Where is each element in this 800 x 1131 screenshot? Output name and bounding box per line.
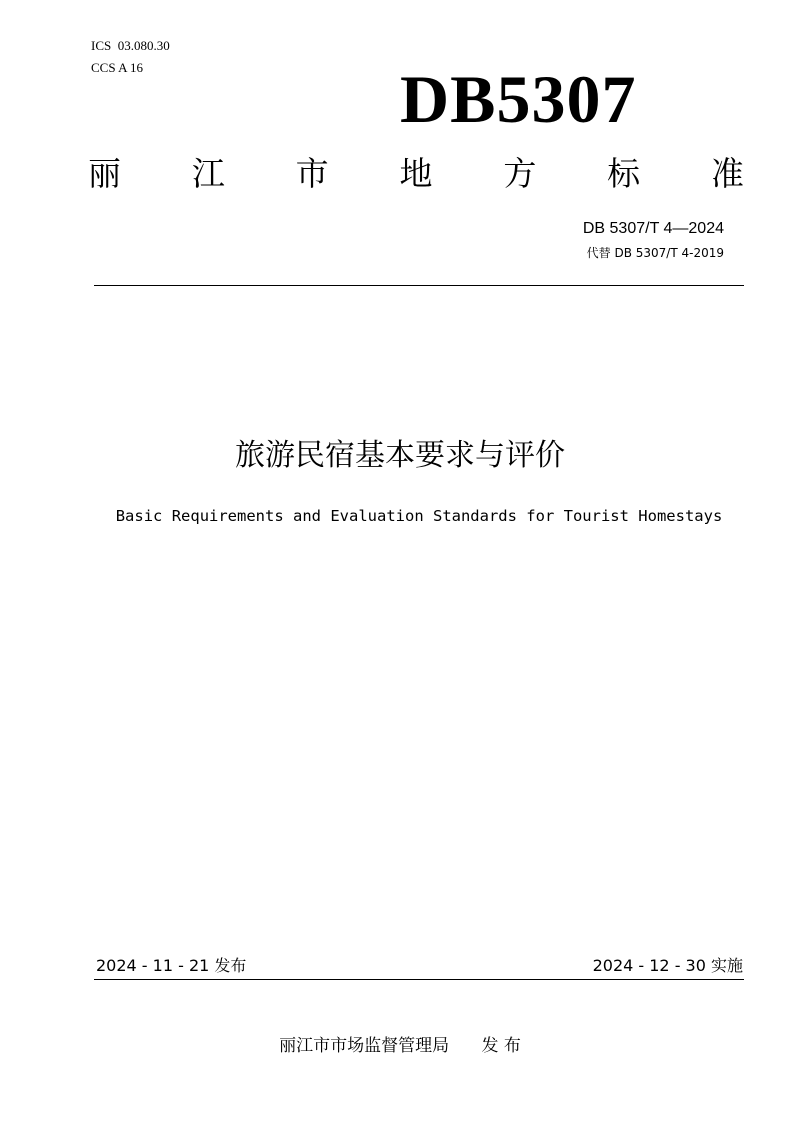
standard-number: DB 5307/T 4—2024 (582, 220, 724, 237)
standard-type-char: 丽 (88, 154, 121, 193)
standard-type-heading (88, 154, 744, 194)
top-divider (94, 285, 744, 286)
standard-type-char: 地 (399, 154, 433, 193)
document-title-english: Basic Requirements and Evaluation Standards for Tourist Homestays (115, 507, 723, 525)
standard-type-char: 江 (191, 154, 225, 193)
implementation-date: 2024 - 12 - 30 实施 (592, 956, 743, 975)
standard-type-char: 准 (710, 154, 744, 193)
standard-code-heading: DB5307 (400, 61, 637, 137)
replaces-standard: 代替 DB 5307/T 4-2019 (586, 246, 724, 260)
issuer-action: 发 布 (481, 1036, 521, 1056)
issuer-name: 丽江市市场监督管理局 (279, 1036, 450, 1056)
standard-type-char: 方 (503, 154, 537, 193)
issuer-line (0, 1034, 800, 1058)
ics-code: ICS 03.080.30 (91, 38, 170, 53)
bottom-divider (94, 979, 744, 980)
ccs-code: CCS A 16 (91, 60, 144, 75)
document-title-chinese: 旅游民宿基本要求与评价 (235, 438, 565, 473)
standard-type-char: 市 (295, 154, 329, 193)
standard-type-char: 标 (607, 154, 641, 193)
issue-date: 2024 - 11 - 21 发布 (96, 956, 247, 975)
